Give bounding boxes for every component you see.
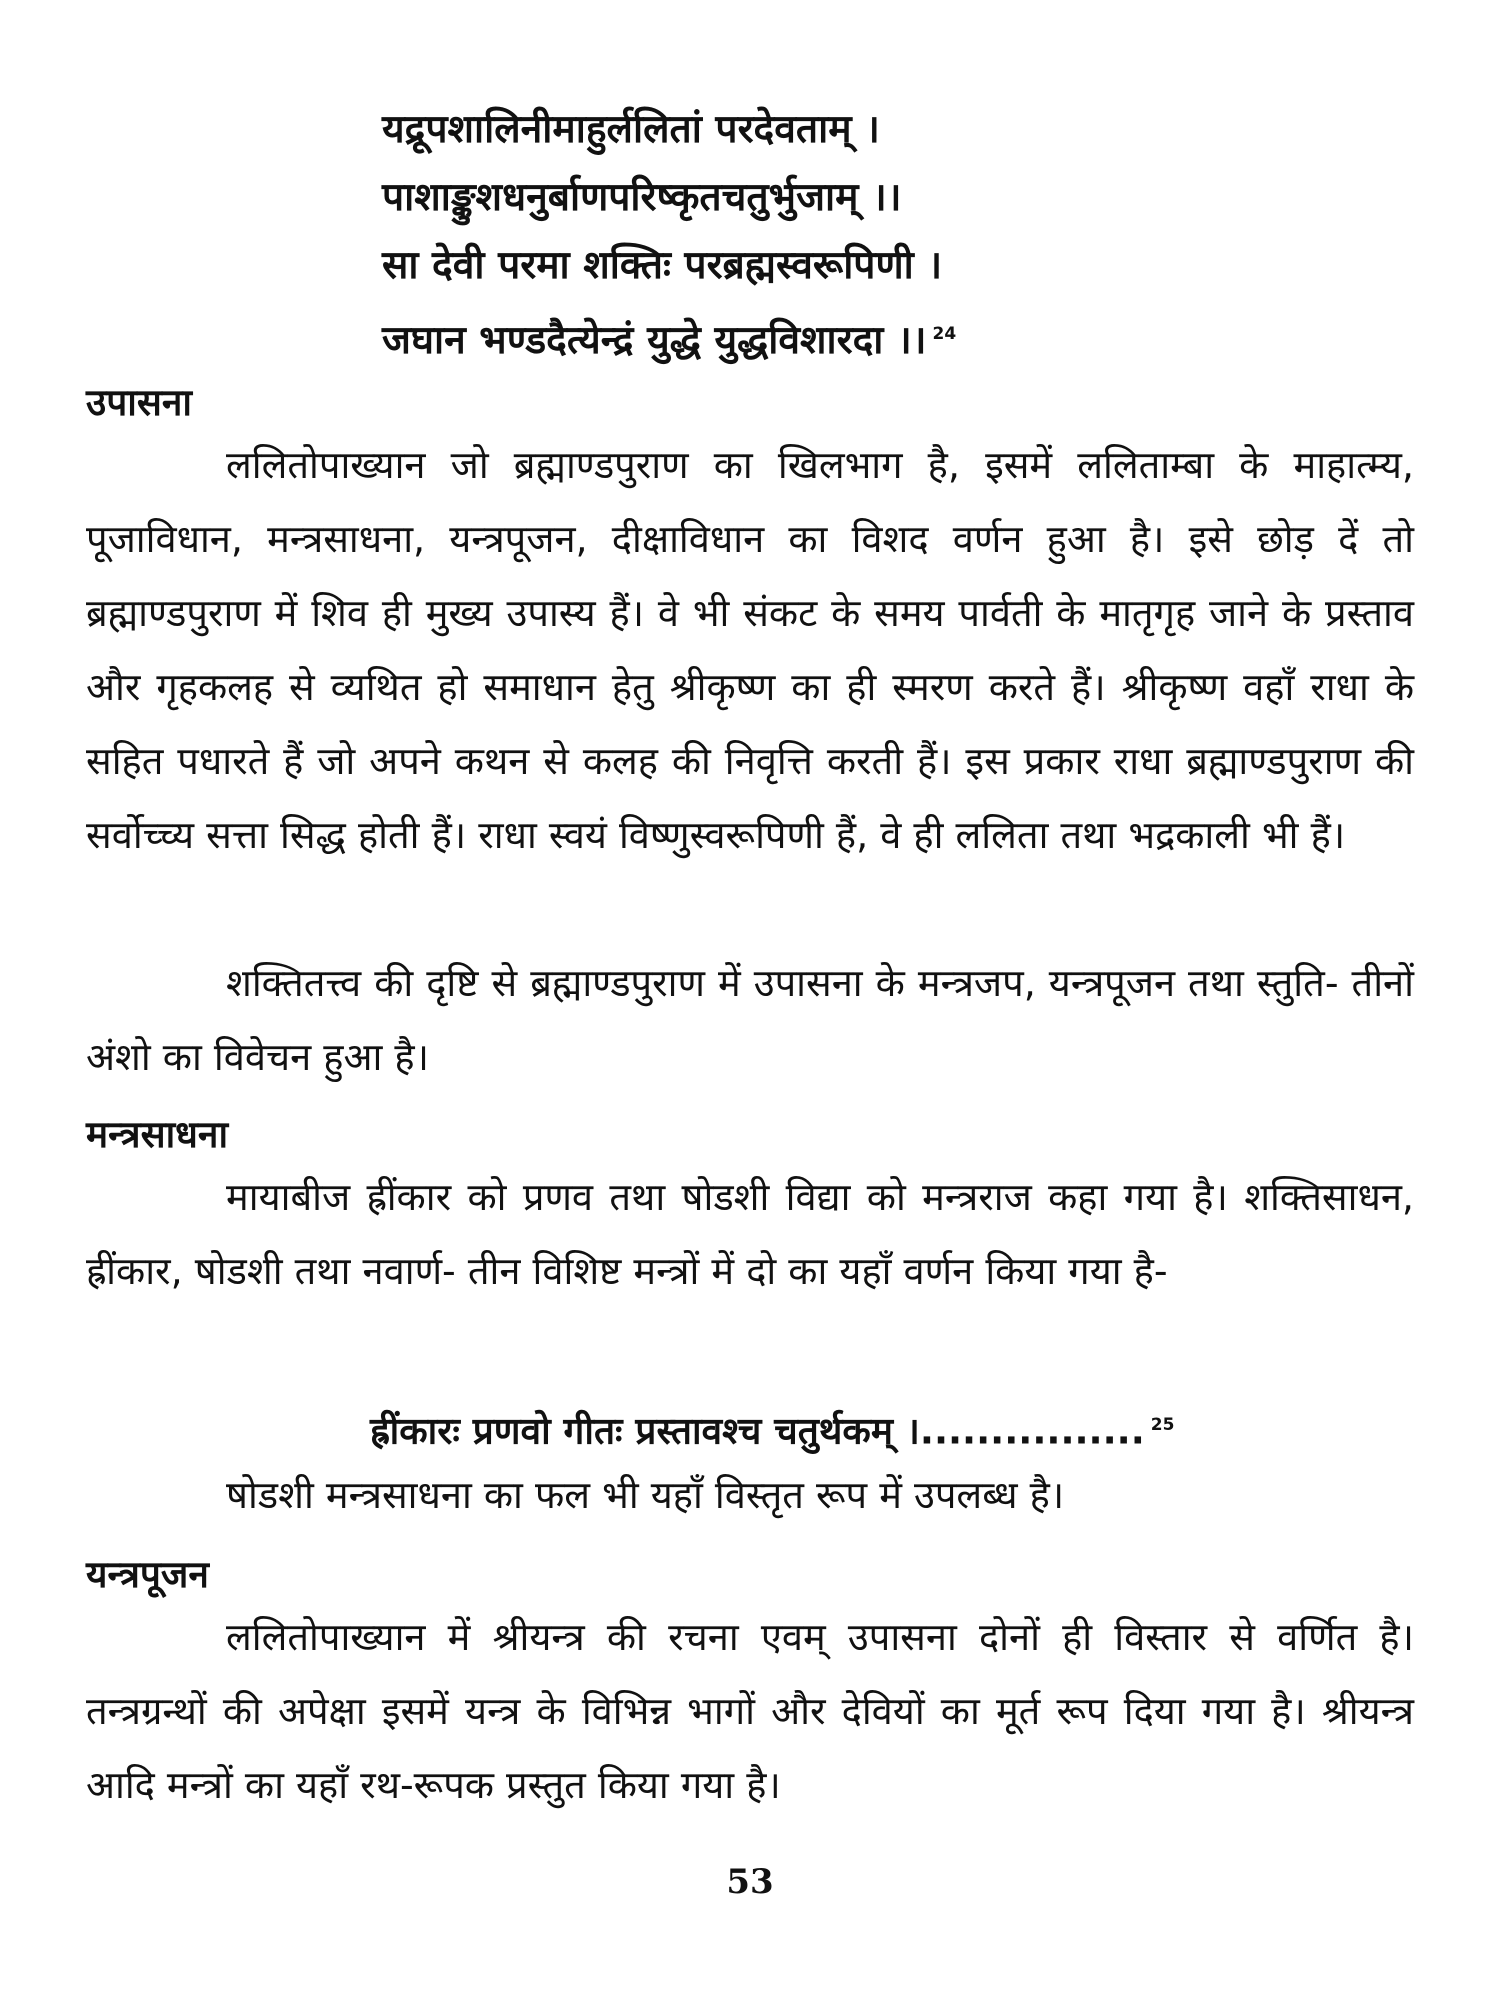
yantrapujan-paragraph-1: ललितोपाख्यान में श्रीयन्त्र की रचना एवम् उपासना दोनों ही विस्तार से वर्णित है। तन्त्रग्रन्थों की अपेक्षा इसमें यन्त्र के विभिन्न भागों और देवियों का मूर्त रूप दिया गया है। श्रीयन्त्र आदि मन्त्रों का यहाँ रथ-रूपक प्रस्तुत किया गया है। <box>86 1615 1414 1807</box>
verse-line-4 <box>382 300 1382 375</box>
heading-upasana: उपासना <box>86 381 193 424</box>
page-number: 53 <box>726 1862 774 1902</box>
upasana-paragraph-2: शक्तितत्त्व की दृष्टि से ब्रह्माण्डपुराण में उपासना के मन्त्रजप, यन्त्रपूजन तथा स्तुति- तीनों अंशो का विवेचन हुआ है। <box>86 961 1414 1079</box>
footnote-marker-24: 24 <box>932 324 957 344</box>
mantra-verse <box>370 1395 1174 1461</box>
heading-mantrasadhana: मन्त्रसाधना <box>86 1113 229 1156</box>
heading-yantrapujan: यन्त्रपूजन <box>86 1553 209 1596</box>
upasana-paragraph-1: ललितोपाख्यान जो ब्रह्माण्डपुराण का खिलभाग है, इसमें ललिताम्बा के माहात्म्य, पूजाविधान, मन्त्रसाधना, यन्त्रपूजन, दीक्षाविधान का विशद वर्णन हुआ है। इसे छोड़ दें तो ब्रह्माण्डपुराण में शिव ही मुख्य उपास्य हैं। वे भी संकट के समय पार्वती के मातृगृह जाने के प्रस्ताव और गृहकलह से व्यथित हो समाधान हेतु श्रीकृष्ण का ही स्मरण करते हैं। श्रीकृष्ण वहाँ राधा के सहित पधारते हैं जो अपने कथन से कलह की निवृत्ति करती हैं। इस प्रकार राधा ब्रह्माण्डपुराण की सर्वोच्च्य सत्ता सिद्ध होती हैं। राधा स्वयं विष्णुस्वरूपिणी हैं, वे ही ललिता तथा भद्रकाली भी हैं। <box>86 443 1414 857</box>
verse-line-2: पाशाङ्कुशधनुर्बाणपरिष्कृतचतुर्भुजाम् ।। <box>382 175 902 220</box>
footnote-marker-25: 25 <box>1150 1415 1175 1435</box>
verse-line-3: सा देवी परमा शक्तिः परब्रह्मस्वरूपिणी । <box>382 243 943 288</box>
opening-verse-block <box>382 96 1382 375</box>
verse-line-4-text: जघान भण्डदैत्येन्द्रं युद्धे युद्धविशारदा ।। <box>382 318 927 363</box>
mantra-verse-text: ह्रींकारः प्रणवो गीतः प्रस्तावश्च चतुर्थकम् ।................ <box>370 1409 1145 1453</box>
mantrasadhana-paragraph-2: षोडशी मन्त्रसाधना का फल भी यहाँ विस्तृत रूप में उपलब्ध है। <box>226 1473 1065 1517</box>
verse-line-1: यद्रूपशालिनीमाहुर्ललितां परदेवताम् । <box>382 107 880 152</box>
mantrasadhana-paragraph-1: मायाबीज ह्रींकार को प्रणव तथा षोडशी विद्या को मन्त्रराज कहा गया है। शक्तिसाधन, ह्रींकार, षोडशी तथा नवार्ण- तीन विशिष्ट मन्त्रों में दो का यहाँ वर्णन किया गया है- <box>86 1175 1414 1293</box>
